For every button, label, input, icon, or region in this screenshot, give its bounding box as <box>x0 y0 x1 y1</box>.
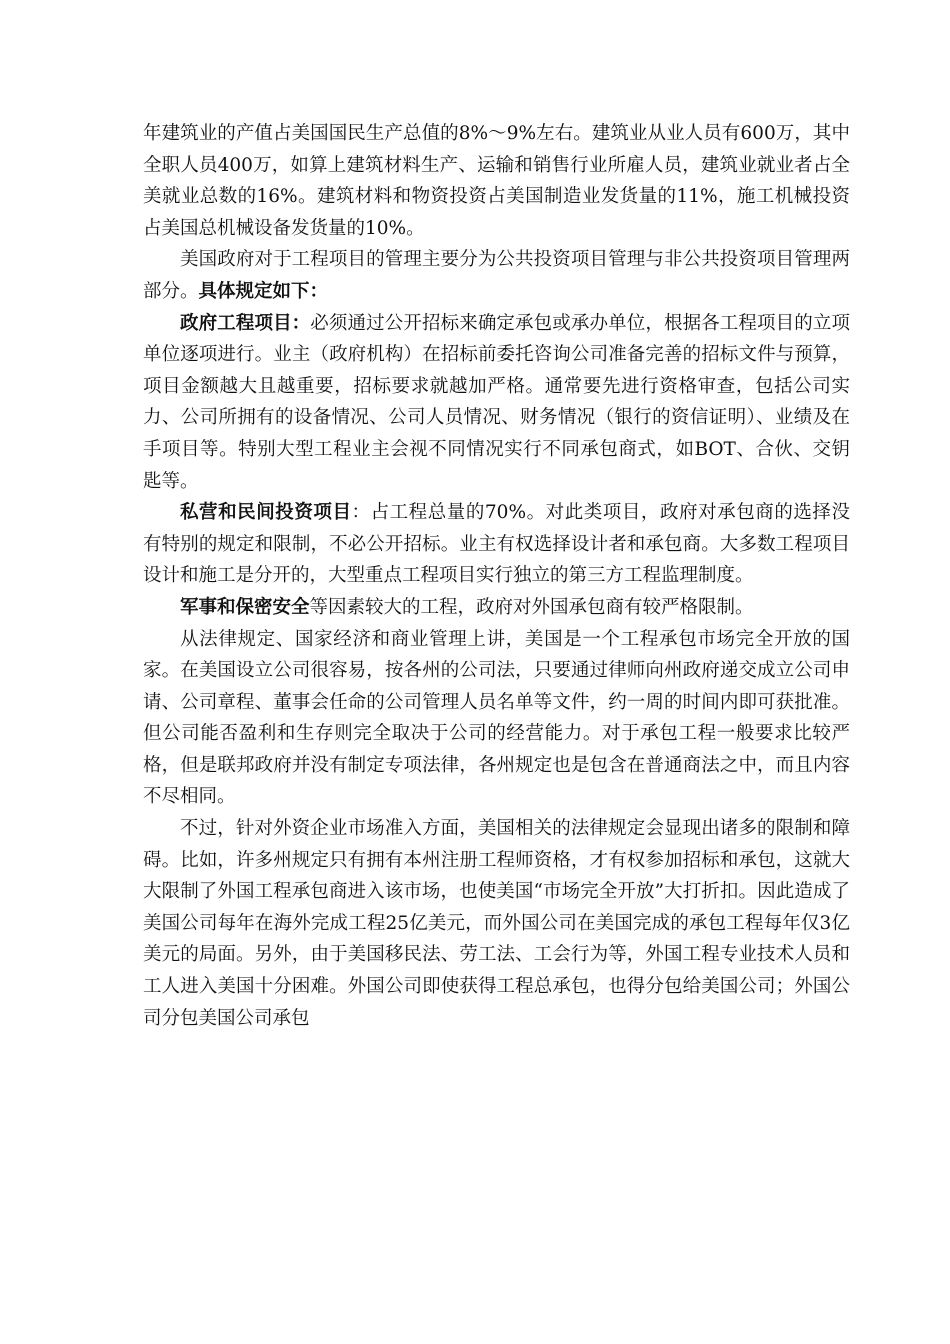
paragraph-legal-openness: 从法律规定、国家经济和商业管理上讲，美国是一个工程承包市场完全开放的国家。在美国设立公司很容易，按各州的公司法，只要通过律师向州政府递交成立公司申请、公司章程、董事会任命的公司管理人员名单等文件，约一周的时间内即可获批准。但公司能否盈利和生存则完全取决于公司的经营能力。对于承包工程一般要求比较严格，但是联邦政府并没有制定专项法律，各州规定也是包含在普通商法之中，而且内容不尽相同。 <box>143 628 850 808</box>
paragraph-text: 必须通过公开招标来确定承包或承办单位，根据各工程项目的立项单位逐项进行。业主（政府机构）在招标前委托咨询公司准备完善的招标文件与预算，项目金额越大且越重要，招标要求就越加严格。通常要先进行资格审查，包括公司实力、公司所拥有的设备情况、公司人员情况、财务情况（银行的资信证明）、业绩及在手项目等。特别大型工程业主会视不同情况实行不同承包商式，如BOT、合伙、交钥匙等。 <box>143 312 850 492</box>
paragraph-government-management <box>143 244 850 307</box>
bold-heading-government-projects: 政府工程项目： <box>180 312 311 334</box>
paragraph-text: 等因素较大的工程，政府对外国承包商有较严格限制。 <box>309 596 754 618</box>
paragraph-text: ：占工程总量的70%。对此类项目，政府对承包商的选择没有特别的规定和限制，不必公开招标。业主有权选择设计者和承包商。大多数工程项目设计和施工是分开的，大型重点工程项目实行独立的第三方工程监理制度。 <box>143 502 850 587</box>
bold-heading-private-projects: 私营和民间投资项目 <box>180 502 352 524</box>
paragraph-industry-stats: 年建筑业的产值占美国国民生产总值的8%～9%左右。建筑业从业人员有600万，其中全职人员400万，如算上建筑材料生产、运输和销售行业所雇人员，建筑业就业者占全美就业总数的16%。建筑材料和物资投资占美国制造业发货量的11%，施工机械投资占美国总机械设备发货量的10%。 <box>143 123 850 239</box>
paragraph-private-projects <box>143 497 850 592</box>
bold-heading-military-security: 军事和保密安全 <box>180 596 310 618</box>
paragraph-military-projects <box>143 592 850 624</box>
paragraph-government-projects <box>143 308 850 498</box>
bold-heading-specific-rules: 具体规定如下： <box>198 280 329 302</box>
paragraph-text: 美国政府对于工程项目的管理主要分为公共投资项目管理与非公共投资项目管理两部分。 <box>143 249 850 302</box>
paragraph-foreign-restrictions: 不过，针对外资企业市场准入方面，美国相关的法律规定会显现出诸多的限制和障碍。比如，许多州规定只有拥有本州注册工程师资格，才有权参加招标和承包，这就大大限制了外国工程承包商进入该市场，也使美国“市场完全开放”大打折扣。因此造成了美国公司每年在海外完成工程25亿美元，而外国公司在美国完成的承包工程每年仅3亿美元的局面。另外，由于美国移民法、劳工法、工会行为等，外国工程专业技术人员和工人进入美国十分困难。外国公司即使获得工程总承包，也得分包给美国公司；外国公司分包美国公司承包 <box>143 818 850 1029</box>
